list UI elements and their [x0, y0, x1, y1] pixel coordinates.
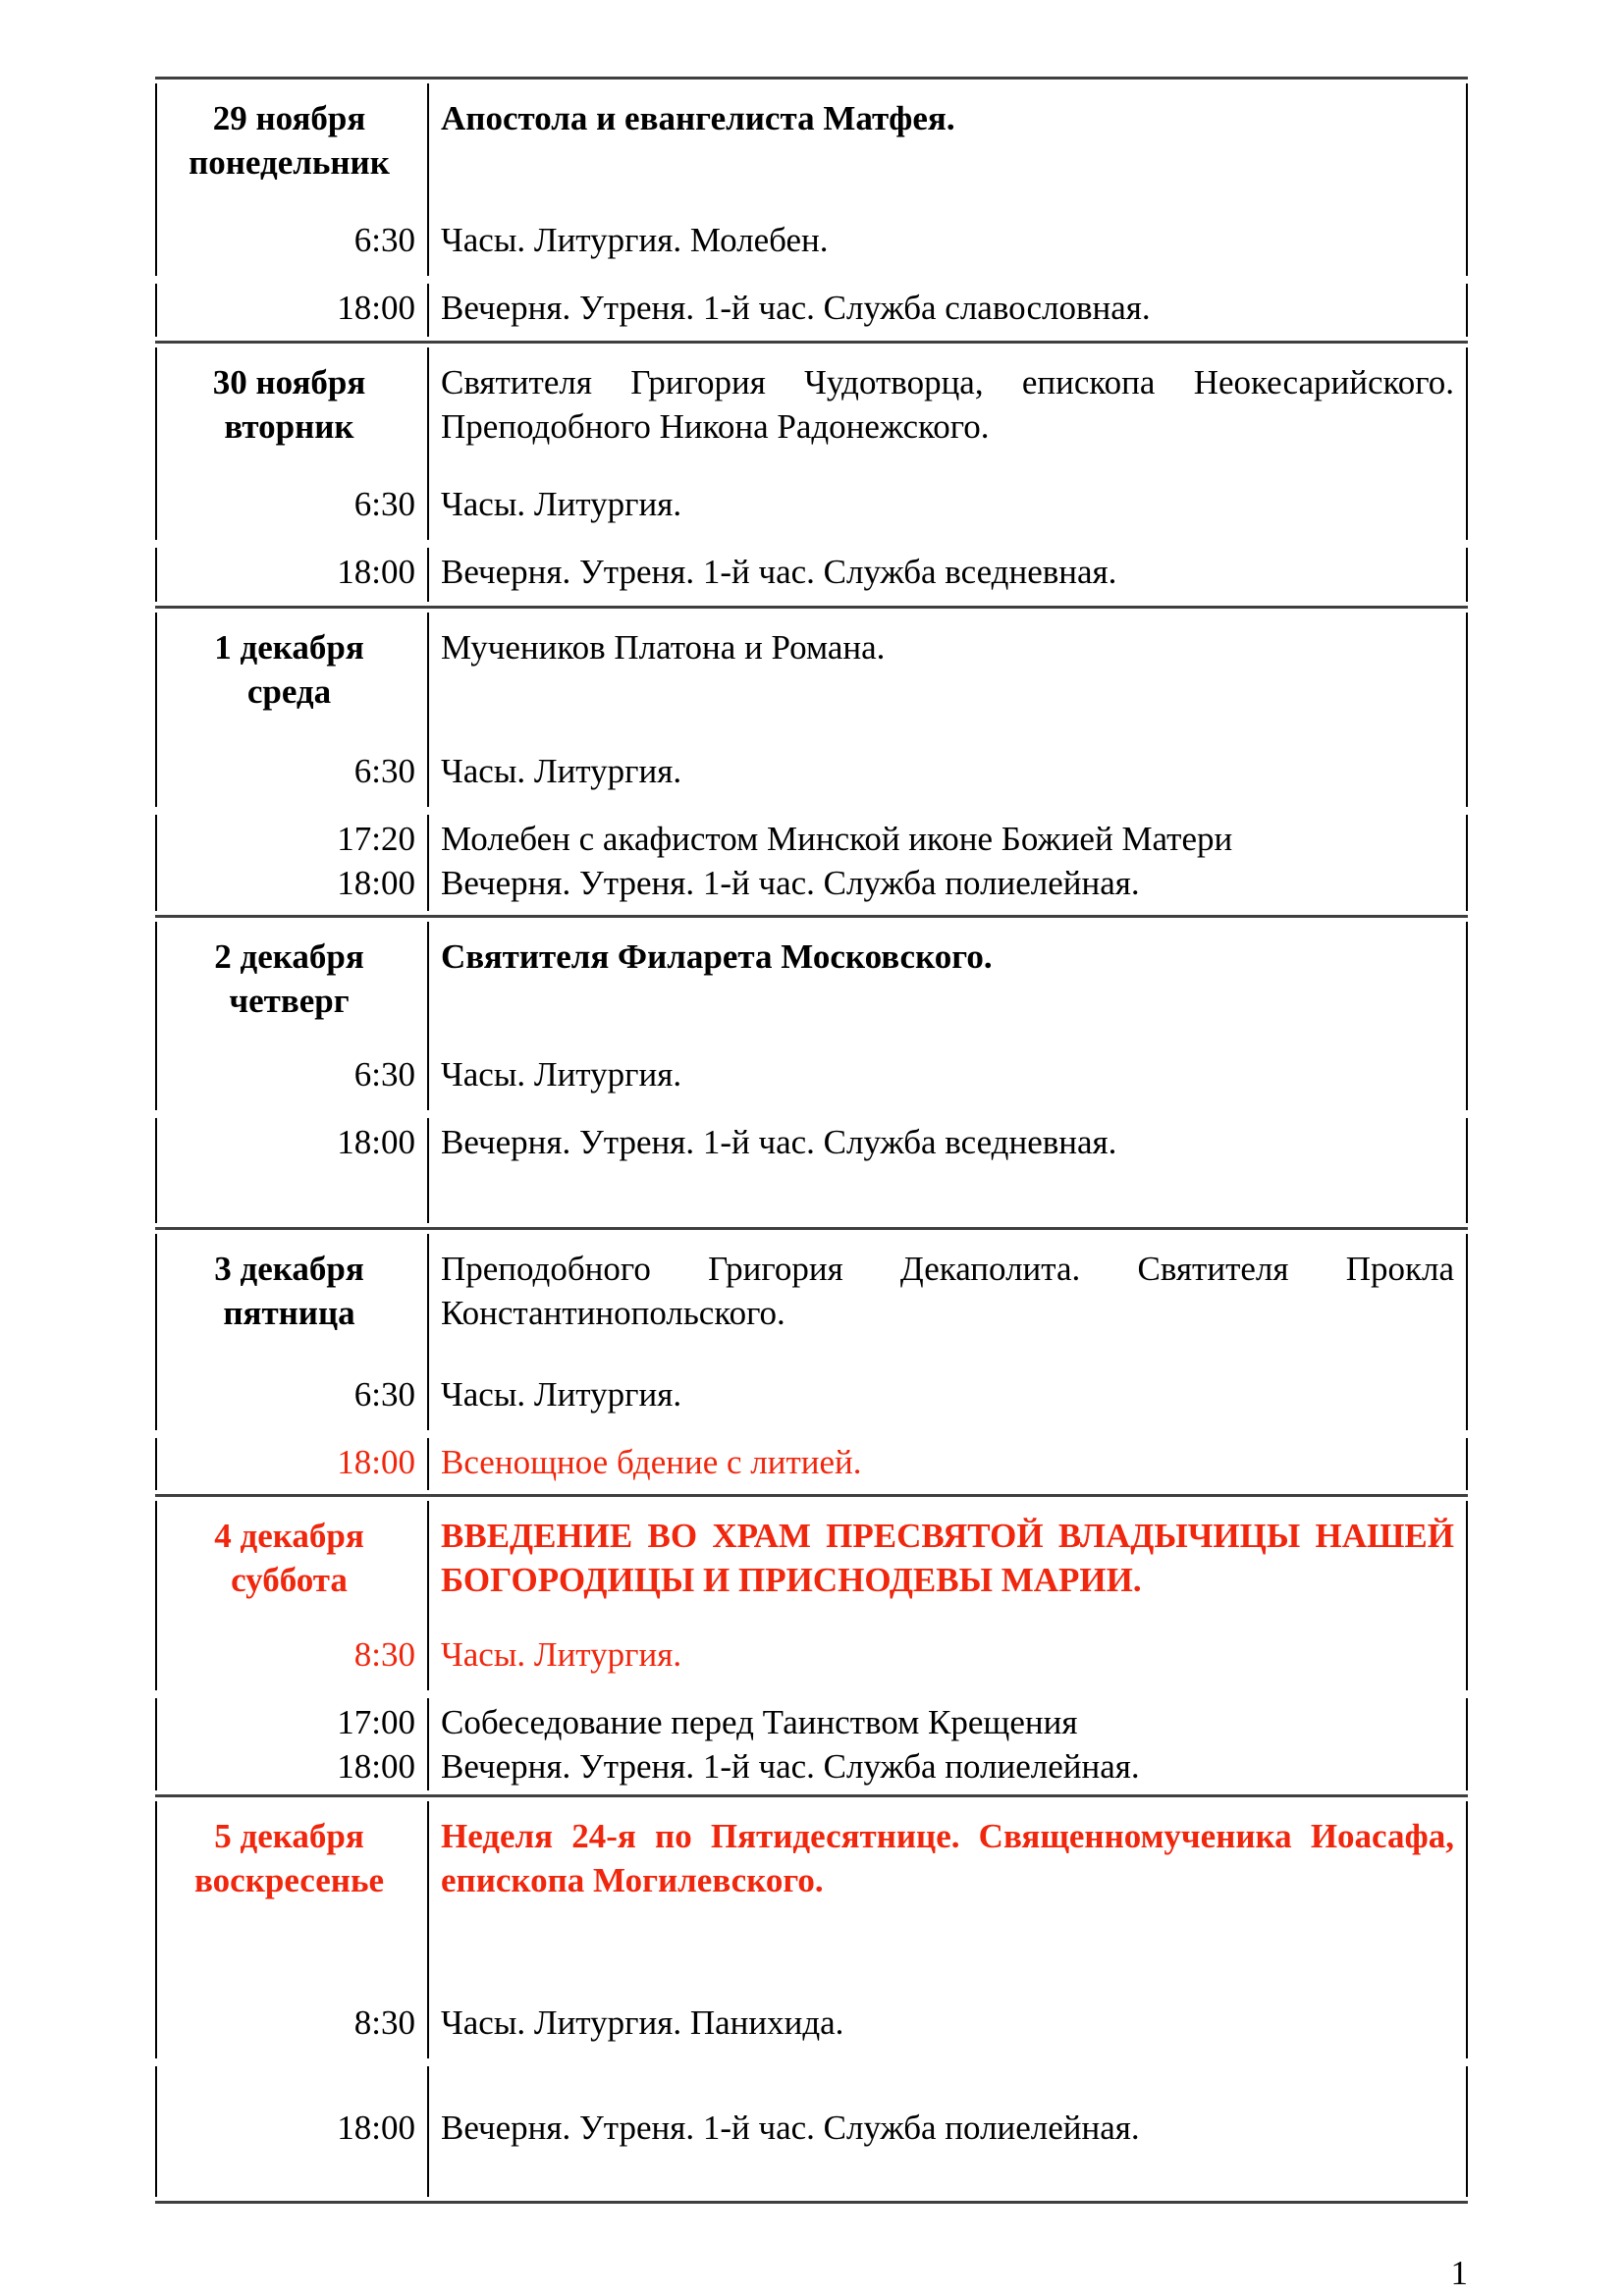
evening-service: Вечерня. Утреня. 1-й час. Служба полиелейная.: [441, 2109, 1140, 2147]
evening-time: 18:00: [337, 1747, 415, 1786]
evening-row: [155, 284, 1468, 337]
date-line: 29 ноября: [212, 99, 366, 137]
description-cell: [429, 83, 1466, 276]
date-line: 3 декабря: [214, 1250, 364, 1288]
day-main-row: [155, 1801, 1468, 2058]
feast-title: Неделя 24-я по Пятидесятнице. Священномученика Иоасафа, епископа Могилевского.: [441, 1817, 1454, 1899]
evening-service: Молебен с акафистом Минской иконе Божией Матери: [441, 820, 1233, 858]
evening-time: 18:00: [337, 289, 415, 327]
date-time-cell: [157, 1801, 429, 2058]
date-time-cell: [157, 613, 429, 807]
evening-row: [155, 815, 1468, 911]
page-number: 1: [1450, 2254, 1468, 2292]
date-line: 30 ноября: [212, 363, 366, 401]
day-block: [155, 606, 1468, 915]
morning-service: Часы. Литургия.: [441, 1635, 682, 1674]
evening-times-cell: [157, 1438, 429, 1490]
evening-times-cell: [157, 1118, 429, 1223]
day-block: [155, 1494, 1468, 1794]
evening-service: Вечерня. Утреня. 1-й час. Служба вседневная.: [441, 1123, 1117, 1161]
evening-service: Вечерня. Утреня. 1-й час. Служба полиелейная.: [441, 1747, 1140, 1786]
morning-service: Часы. Литургия. Молебен.: [441, 221, 829, 259]
date-line: 4 декабря: [214, 1517, 364, 1555]
evening-row: [155, 2066, 1468, 2197]
morning-service: Часы. Литургия. Панихида.: [441, 2003, 844, 2042]
date-line: 1 декабря: [214, 628, 364, 667]
morning-time: 6:30: [353, 1055, 415, 1094]
description-cell: [429, 1234, 1466, 1430]
date-time-cell: [157, 1501, 429, 1690]
evening-row: [155, 1438, 1468, 1490]
evening-service: Всенощное бдение с литией.: [441, 1443, 862, 1481]
day-block: [155, 915, 1468, 1227]
day-main-row: [155, 347, 1468, 540]
evening-services-cell: [429, 1438, 1466, 1490]
date-cell: [163, 360, 415, 449]
morning-time: 6:30: [353, 221, 415, 259]
evening-time: 18:00: [337, 2109, 415, 2147]
date-cell: [163, 96, 415, 185]
day-main-row: [155, 1501, 1468, 1690]
feast-title: Мучеников Платона и Романа.: [441, 628, 886, 667]
morning-time: 6:30: [353, 485, 415, 523]
morning-service: Часы. Литургия.: [441, 1055, 682, 1094]
description-cell: [429, 922, 1466, 1110]
evening-time: 18:00: [337, 864, 415, 902]
description-cell: [429, 613, 1466, 807]
morning-service: Часы. Литургия.: [441, 485, 682, 523]
schedule-table: [155, 77, 1468, 2204]
weekday-line: среда: [246, 672, 332, 711]
evening-services-cell: [429, 284, 1466, 337]
date-line: 5 декабря: [214, 1817, 364, 1855]
evening-time: 18:00: [337, 1443, 415, 1481]
evening-service: Вечерня. Утреня. 1-й час. Служба славословная.: [441, 289, 1151, 327]
evening-services-cell: [429, 1118, 1466, 1223]
morning-service: Часы. Литургия.: [441, 1375, 682, 1414]
evening-times-cell: [157, 284, 429, 337]
description-cell: [429, 1501, 1466, 1690]
feast-title: ВВЕДЕНИЕ ВО ХРАМ ПРЕСВЯТОЙ ВЛАДЫЧИЦЫ НАШЕЙ БОГОРОДИЦЫ И ПРИСНОДЕВЫ МАРИИ.: [441, 1517, 1454, 1599]
day-block: [155, 1227, 1468, 1494]
evening-service: Вечерня. Утреня. 1-й час. Служба вседневная.: [441, 553, 1117, 591]
evening-service: Собеседование перед Таинством Крещения: [441, 1703, 1078, 1741]
morning-time: 8:30: [353, 2003, 415, 2042]
evening-services-cell: [429, 548, 1466, 602]
evening-time: 18:00: [337, 553, 415, 591]
date-cell: [163, 1247, 415, 1335]
date-time-cell: [157, 1234, 429, 1430]
date-cell: [163, 1514, 415, 1602]
evening-times-cell: [157, 548, 429, 602]
evening-times-cell: [157, 2066, 429, 2197]
date-cell: [163, 625, 415, 714]
evening-row: [155, 1698, 1468, 1790]
evening-services-cell: [429, 2066, 1466, 2197]
evening-time: 18:00: [337, 1123, 415, 1161]
evening-times-cell: [157, 815, 429, 911]
date-cell: [163, 1814, 415, 1902]
evening-times-cell: [157, 1698, 429, 1790]
date-time-cell: [157, 83, 429, 276]
day-main-row: [155, 83, 1468, 276]
weekday-line: понедельник: [189, 143, 390, 182]
day-main-row: [155, 1234, 1468, 1430]
weekday-line: вторник: [224, 407, 354, 446]
evening-services-cell: [429, 1698, 1466, 1790]
day-block: [155, 341, 1468, 606]
weekday-line: воскресенье: [194, 1861, 384, 1899]
description-cell: [429, 347, 1466, 540]
feast-title: Преподобного Григория Декаполита. Святителя Прокла Константинопольского.: [441, 1250, 1454, 1332]
day-block: [155, 77, 1468, 341]
date-cell: [163, 934, 415, 1023]
evening-services-cell: [429, 815, 1466, 911]
evening-time: 17:00: [337, 1703, 415, 1741]
weekday-line: пятница: [223, 1294, 355, 1332]
date-line: 2 декабря: [214, 937, 364, 976]
weekday-line: четверг: [229, 982, 350, 1020]
feast-title: Апостола и евангелиста Матфея.: [441, 99, 955, 137]
date-time-cell: [157, 922, 429, 1110]
evening-row: [155, 1118, 1468, 1223]
weekday-line: суббота: [231, 1561, 348, 1599]
day-main-row: [155, 613, 1468, 807]
evening-row: [155, 548, 1468, 602]
feast-title: Святителя Филарета Московского.: [441, 937, 993, 976]
morning-time: 8:30: [353, 1635, 415, 1674]
evening-time: 17:20: [337, 820, 415, 858]
morning-service: Часы. Литургия.: [441, 752, 682, 790]
evening-service: Вечерня. Утреня. 1-й час. Служба полиелейная.: [441, 864, 1140, 902]
day-main-row: [155, 922, 1468, 1110]
date-time-cell: [157, 347, 429, 540]
morning-time: 6:30: [353, 752, 415, 790]
description-cell: [429, 1801, 1466, 2058]
morning-time: 6:30: [353, 1375, 415, 1414]
feast-title: Святителя Григория Чудотворца, епископа Неокесарийского. Преподобного Никона Радонежского.: [441, 363, 1454, 446]
day-block: [155, 1794, 1468, 2204]
